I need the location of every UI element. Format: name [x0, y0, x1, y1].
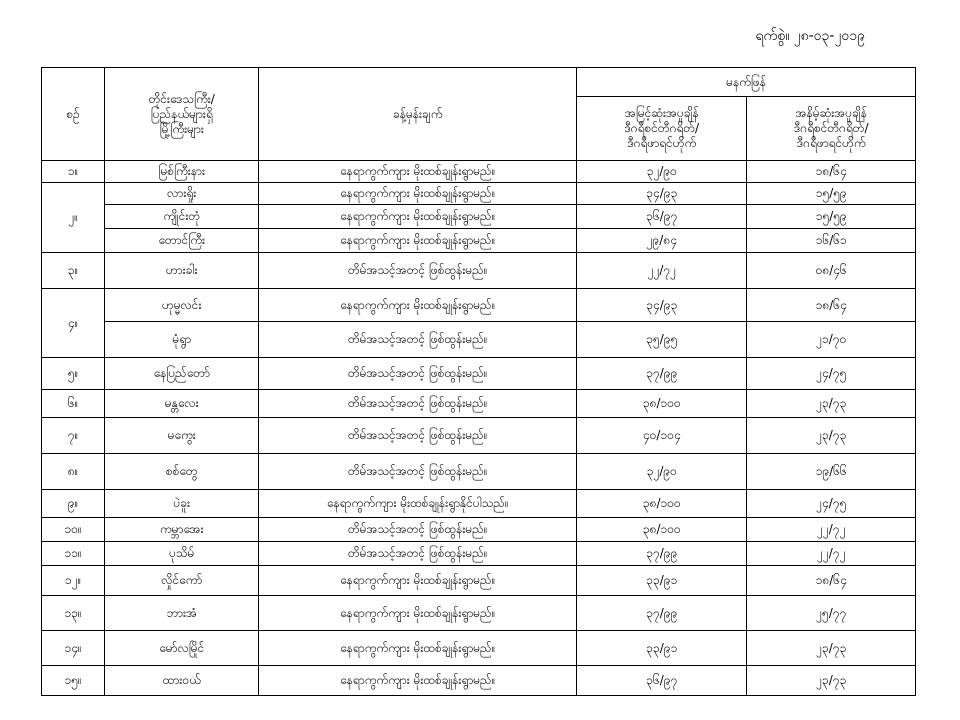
row-city: တောင်ကြီး: [105, 229, 259, 253]
row-city: ကမ္ဘာအေး: [105, 518, 259, 542]
row-min: ၂၄/၇၅: [747, 490, 916, 518]
row-no: ၁၅။: [42, 666, 105, 696]
row-no: ၁၃။: [42, 596, 105, 631]
row-city: နေပြည်တော်: [105, 358, 259, 390]
row-min: ၁၉/၆၆: [747, 454, 916, 490]
row-city: ကျိုင်းတုံ: [105, 205, 259, 229]
row-max: ၃၃/၉၁: [577, 566, 747, 596]
header-max-temp: အမြင့်ဆုံးအပူချိန် ဒီဂရီစင်တီဂရိတ်/ ဒီဂရီဖာရင်ဟိုက်: [577, 97, 747, 161]
table-row: [42, 253, 916, 289]
row-max: ၄၀/၁၀၄: [577, 418, 747, 454]
row-forecast: နေရာကွက်ကျား မိုးထစ်ချုန်းရွာမည်။: [259, 566, 577, 596]
row-no: ၃။: [42, 253, 105, 289]
table-row: [42, 418, 916, 454]
row-max: ၃၇/၉၉: [577, 358, 747, 390]
row-city: ပုသိမ်: [105, 542, 259, 566]
row-max: ၃၇/၉၉: [577, 596, 747, 631]
row-no: ၆။: [42, 390, 105, 418]
row-min: ၂၃/၇၃: [747, 390, 916, 418]
row-min: ၂၂/၇၂: [747, 542, 916, 566]
table-row: [42, 596, 916, 631]
row-max: ၃၈/၁၀၀: [577, 518, 747, 542]
row-max: ၃၆/၉၇: [577, 205, 747, 229]
row-no: ၄။: [42, 289, 105, 358]
row-forecast: တိမ်အသင့်အတင့် ဖြစ်ထွန်းမည်။: [259, 518, 577, 542]
row-forecast: တိမ်အသင့်အတင့် ဖြစ်ထွန်းမည်။: [259, 390, 577, 418]
row-no: ၁၁။: [42, 542, 105, 566]
table-row: [42, 289, 916, 322]
table-row: [42, 205, 916, 229]
row-forecast: နေရာကွက်ကျား မိုးထစ်ချုန်းရွာမည်။: [259, 666, 577, 696]
row-city: မော်လမြိုင်: [105, 631, 259, 666]
row-no: ၈။: [42, 454, 105, 490]
table-row: [42, 358, 916, 390]
table-row: [42, 518, 916, 542]
header-no: စဉ်: [42, 68, 105, 161]
row-max: ၃၄/၉၃: [577, 289, 747, 322]
header-min-temp: အနိမ့်ဆုံးအပူချိန် ဒီဂရီစင်တီဂရိတ်/ ဒီဂရီဖာရင်ဟိုက်: [747, 97, 916, 161]
row-max: ၂၉/၈၄: [577, 229, 747, 253]
row-forecast: တိမ်အသင့်အတင့် ဖြစ်ထွန်းမည်။: [259, 253, 577, 289]
row-forecast: နေရာကွက်ကျား မိုးထစ်ချုန်းရွာမည်။: [259, 183, 577, 205]
table-row: [42, 454, 916, 490]
row-forecast: နေရာကွက်ကျား မိုးထစ်ချုန်းရွာမည်။: [259, 289, 577, 322]
row-forecast: နေရာကွက်ကျား မိုးထစ်ချုန်းရွာနိုင်ပါသည်။: [259, 490, 577, 518]
row-min: ၂၄/၇၅: [747, 358, 916, 390]
row-no: ၁၄။: [42, 631, 105, 666]
table-row: [42, 490, 916, 518]
row-city: ထားဝယ်: [105, 666, 259, 696]
row-city: မန္တလေး: [105, 390, 259, 418]
row-no: ၇။: [42, 418, 105, 454]
row-forecast: နေရာကွက်ကျား မိုးထစ်ချုန်းရွာမည်။: [259, 631, 577, 666]
row-city: စစ်တွေ: [105, 454, 259, 490]
row-no: ၁၀။: [42, 518, 105, 542]
header-row: [42, 68, 916, 97]
row-min: ၁၈/၆၄: [747, 289, 916, 322]
row-min: ၁၈/၆၄: [747, 566, 916, 596]
row-forecast: တိမ်အသင့်အတင့် ဖြစ်ထွန်းမည်။: [259, 454, 577, 490]
report-date: ရက်စွဲ။ ၂၈-၀၃-၂၀၁၉: [755, 28, 865, 44]
row-min: ၂၃/၇၃: [747, 666, 916, 696]
row-forecast: တိမ်အသင့်အတင့် ဖြစ်ထွန်းမည်။: [259, 418, 577, 454]
row-forecast: နေရာကွက်ကျား မိုးထစ်ချုန်းရွာမည်။: [259, 596, 577, 631]
table-row: [42, 161, 916, 183]
row-forecast: နေရာကွက်ကျား မိုးထစ်ချုန်းရွာမည်။: [259, 161, 577, 183]
row-city: ဘားအံ: [105, 596, 259, 631]
row-no: ၉။: [42, 490, 105, 518]
row-min: ၂၃/၇၃: [747, 418, 916, 454]
row-min: ၀၈/၄၆: [747, 253, 916, 289]
row-city: ပဲခူး: [105, 490, 259, 518]
row-no: ၁။: [42, 161, 105, 183]
row-city: ဟားခါး: [105, 253, 259, 289]
row-max: ၃၂/၉၀: [577, 454, 747, 490]
row-city: လှိုင်ကော်: [105, 566, 259, 596]
row-min: ၁၆/၆၁: [747, 229, 916, 253]
row-min: ၁၅/၅၉: [747, 205, 916, 229]
table-row: [42, 322, 916, 358]
row-max: ၃၇/၉၉: [577, 542, 747, 566]
row-city: မုံရွာ: [105, 322, 259, 358]
row-no: ၂။: [42, 183, 105, 253]
row-forecast: နေရာကွက်ကျား မိုးထစ်ချုန်းရွာမည်။: [259, 229, 577, 253]
table-row: [42, 631, 916, 666]
row-no: ၅။: [42, 358, 105, 390]
row-no: ၁၂။: [42, 566, 105, 596]
forecast-table: [41, 67, 916, 696]
row-min: ၂၁/၇၀: [747, 322, 916, 358]
row-city: မြစ်ကြီးနား: [105, 161, 259, 183]
table-row: [42, 229, 916, 253]
row-min: ၂၃/၇၃: [747, 631, 916, 666]
row-city: လားရှိုး: [105, 183, 259, 205]
row-max: ၃၃/၉၁: [577, 631, 747, 666]
row-max: ၃၄/၉၃: [577, 183, 747, 205]
row-max: ၃၈/၁၀၀: [577, 490, 747, 518]
row-min: ၁၈/၆၄: [747, 161, 916, 183]
table-row: [42, 666, 916, 696]
row-city: မကွေး: [105, 418, 259, 454]
header-region: တိုင်းဒေသကြီး/ ပြည်နယ်များရှိ မြို့ကြီးများ: [105, 68, 259, 161]
row-city: ဟုမ္မလင်း: [105, 289, 259, 322]
row-max: ၂၂/၇၂: [577, 253, 747, 289]
header-forecast: ခန့်မှန်းချက်: [259, 68, 577, 161]
row-min: ၂၂/၇၂: [747, 518, 916, 542]
row-forecast: နေရာကွက်ကျား မိုးထစ်ချုန်းရွာမည်။: [259, 205, 577, 229]
row-max: ၃၂/၉၀: [577, 161, 747, 183]
table-row: [42, 183, 916, 205]
table-row: [42, 390, 916, 418]
table-row: [42, 542, 916, 566]
row-min: ၁၅/၅၉: [747, 183, 916, 205]
row-max: ၃၈/၁၀၀: [577, 390, 747, 418]
header-tomorrow-temp: မနက်ဖြန်: [577, 68, 916, 97]
row-forecast: တိမ်အသင့်အတင့် ဖြစ်ထွန်းမည်။: [259, 358, 577, 390]
row-forecast: တိမ်အသင့်အတင့် ဖြစ်ထွန်းမည်။: [259, 542, 577, 566]
row-max: ၃၅/၉၅: [577, 322, 747, 358]
row-max: ၃၆/၉၇: [577, 666, 747, 696]
row-min: ၂၅/၇၇: [747, 596, 916, 631]
row-forecast: တိမ်အသင့်အတင့် ဖြစ်ထွန်းမည်။: [259, 322, 577, 358]
table-row: [42, 566, 916, 596]
